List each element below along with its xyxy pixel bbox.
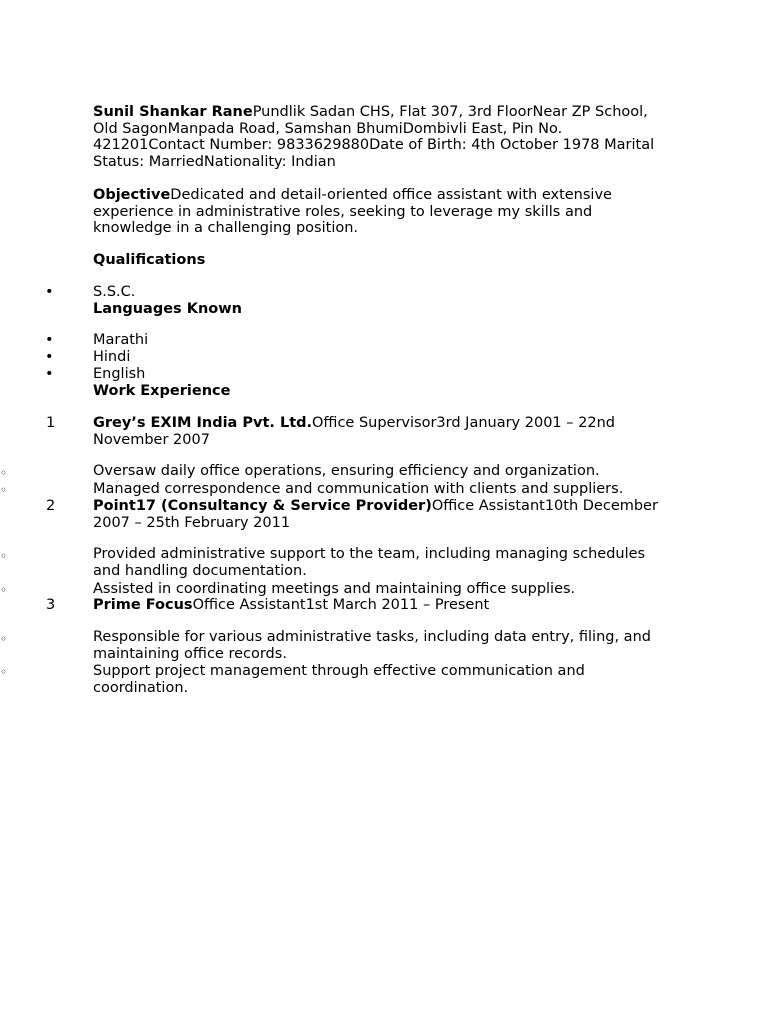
job-details: Office Supervisor3rd January 2001 – 22nd November 2007 bbox=[93, 415, 615, 448]
job-number: 1 bbox=[46, 415, 56, 431]
job-entry bbox=[93, 597, 668, 614]
language-item: English bbox=[93, 366, 146, 382]
objective-section bbox=[93, 187, 668, 237]
job-entry bbox=[93, 498, 668, 531]
sub-bullet-icon: ◦ bbox=[0, 632, 8, 646]
company-name: Prime Focus bbox=[93, 597, 193, 613]
bullet-icon: • bbox=[45, 284, 54, 300]
company-name: Grey’s EXIM India Pvt. Ltd. bbox=[93, 415, 313, 431]
applicant-name: Sunil Shankar Rane bbox=[93, 104, 253, 120]
bullet-icon: • bbox=[45, 366, 54, 382]
sub-bullet-icon: ◦ bbox=[0, 466, 8, 480]
bullet-icon: • bbox=[45, 349, 54, 365]
work-experience-heading: Work Experience bbox=[93, 383, 231, 399]
qualifications-heading: Qualifications bbox=[93, 252, 206, 268]
job-duty: Support project management through effective communication and coordination. bbox=[93, 663, 585, 696]
job-duty: Assisted in coordinating meetings and maintaining office supplies. bbox=[93, 581, 576, 597]
sub-bullet-icon: ◦ bbox=[0, 549, 8, 563]
sub-bullet-icon: ◦ bbox=[0, 483, 8, 497]
language-item: Hindi bbox=[93, 349, 131, 365]
contact-header bbox=[93, 104, 668, 171]
job-duty: Responsible for various administrative tasks, including data entry, filing, and maintaining office records. bbox=[93, 629, 651, 662]
job-number: 2 bbox=[46, 498, 56, 514]
job-duty: Managed correspondence and communication with clients and suppliers. bbox=[93, 481, 624, 497]
job-entry bbox=[93, 415, 668, 448]
contact-details: Pundlik Sadan CHS, Flat 307, 3rd FloorNear ZP School, Old SagonManpada Road, Samshan BhumiDombivli East, Pin No. 421201Contact Number: 9833629880Date of Birth: 4th October 1978 Marital Status: MarriedNationality: Indian bbox=[93, 104, 655, 171]
objective-heading: Objective bbox=[93, 187, 171, 203]
job-number: 3 bbox=[46, 597, 56, 613]
job-details: Office Assistant10th December 2007 – 25th February 2011 bbox=[93, 498, 658, 531]
company-name: Point17 (Consultancy & Service Provider) bbox=[93, 498, 432, 514]
language-item: Marathi bbox=[93, 332, 149, 348]
languages-heading: Languages Known bbox=[93, 301, 242, 317]
qualification-item: S.S.C. bbox=[93, 284, 136, 300]
job-details: Office Assistant1st March 2011 – Present bbox=[192, 597, 490, 613]
job-duty: Provided administrative support to the team, including managing schedules and handling documentation. bbox=[93, 546, 646, 579]
sub-bullet-icon: ◦ bbox=[0, 583, 8, 597]
bullet-icon: • bbox=[45, 332, 54, 348]
job-duty: Oversaw daily office operations, ensuring efficiency and organization. bbox=[93, 463, 600, 479]
sub-bullet-icon: ◦ bbox=[0, 665, 8, 679]
objective-text: Dedicated and detail-oriented office assistant with extensive experience in administrative roles, seeking to leverage my skills and knowledge in a challenging position. bbox=[93, 187, 612, 237]
